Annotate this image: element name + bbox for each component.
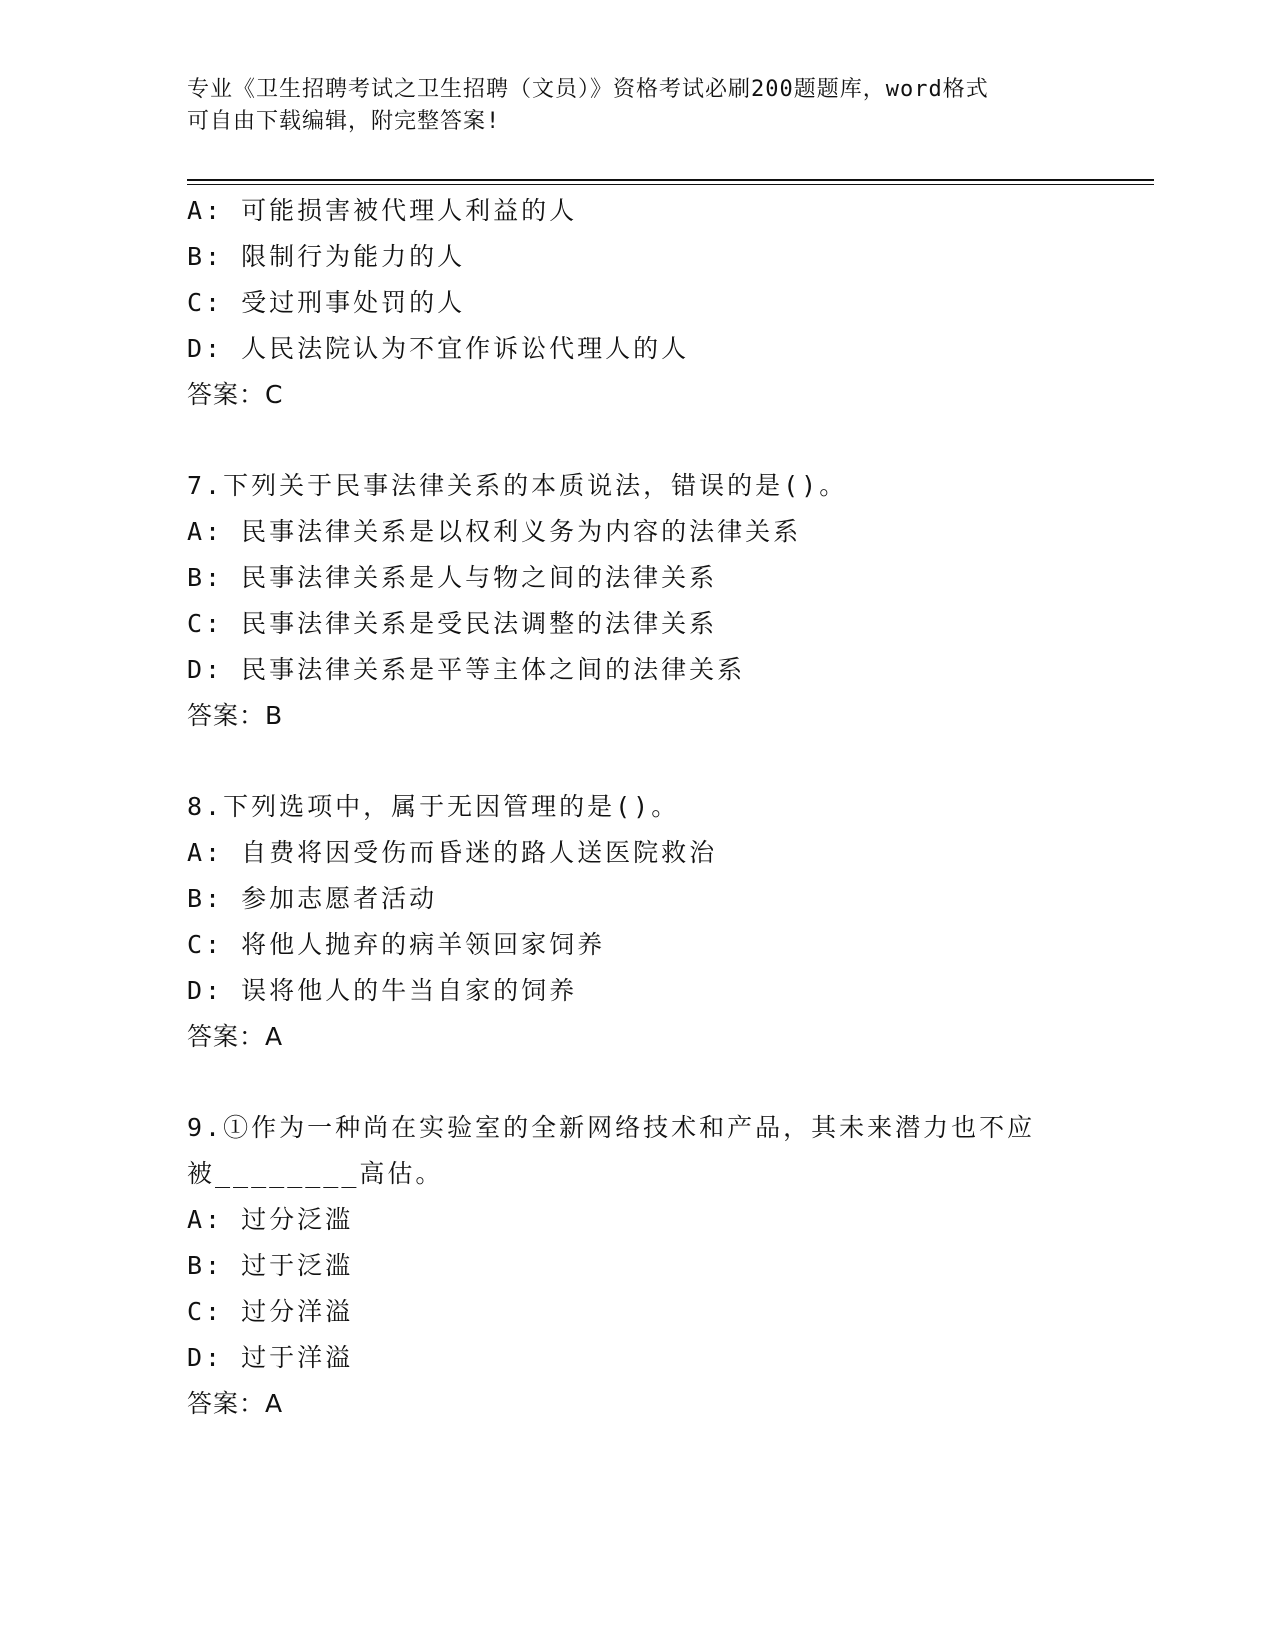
header-divider-thick	[187, 179, 1154, 181]
option-c: C: 受过刑事处罚的人	[187, 288, 466, 317]
option-d: D: 过于洋溢	[187, 1343, 354, 1372]
answer: 答案：A	[187, 1389, 284, 1418]
option-d: D: 人民法院认为不宜作诉讼代理人的人	[187, 334, 690, 363]
header-subtitle-line: 可自由下载编辑，附完整答案!	[187, 109, 501, 134]
option-a: A: 自费将因受伤而昏迷的路人送医院救治	[187, 838, 718, 867]
option-b: B: 限制行为能力的人	[187, 242, 466, 271]
option-a: A: 可能损害被代理人利益的人	[187, 196, 578, 225]
option-b: B: 过于泛滥	[187, 1251, 354, 1280]
option-b: B: 民事法律关系是人与物之间的法律关系	[187, 563, 718, 592]
spacer	[187, 739, 1147, 784]
option-a: A: 民事法律关系是以权利义务为内容的法律关系	[187, 517, 802, 546]
question-continued	[187, 188, 1147, 418]
question-stem-line-2: 被________高估。	[187, 1159, 444, 1188]
header-divider-thin	[187, 184, 1154, 185]
option-c: C: 将他人抛弃的病羊领回家饲养	[187, 930, 606, 959]
option-a: A: 过分泛滥	[187, 1205, 354, 1234]
question-7	[187, 463, 1147, 739]
option-c: C: 民事法律关系是受民法调整的法律关系	[187, 609, 718, 638]
question-stem-line-1: 9.①作为一种尚在实验室的全新网络技术和产品，其未来潜力也不应	[187, 1113, 1036, 1142]
spacer	[187, 1060, 1147, 1105]
option-b: B: 参加志愿者活动	[187, 884, 438, 913]
question-8	[187, 784, 1147, 1060]
question-list	[187, 188, 1147, 1427]
option-d: D: 民事法律关系是平等主体之间的法律关系	[187, 655, 746, 684]
option-c: C: 过分洋溢	[187, 1297, 354, 1326]
answer: 答案：A	[187, 1022, 284, 1051]
document-header	[187, 74, 1087, 138]
option-d: D: 误将他人的牛当自家的饲养	[187, 976, 578, 1005]
header-title-line: 专业《卫生招聘考试之卫生招聘（文员）》资格考试必刷200题题库，word格式	[187, 77, 989, 102]
question-stem: 8.下列选项中，属于无因管理的是()。	[187, 792, 680, 821]
question-stem: 7.下列关于民事法律关系的本质说法，错误的是()。	[187, 471, 848, 500]
spacer	[187, 418, 1147, 463]
answer: 答案：B	[187, 701, 284, 730]
answer: 答案：C	[187, 380, 284, 409]
question-9	[187, 1105, 1147, 1427]
